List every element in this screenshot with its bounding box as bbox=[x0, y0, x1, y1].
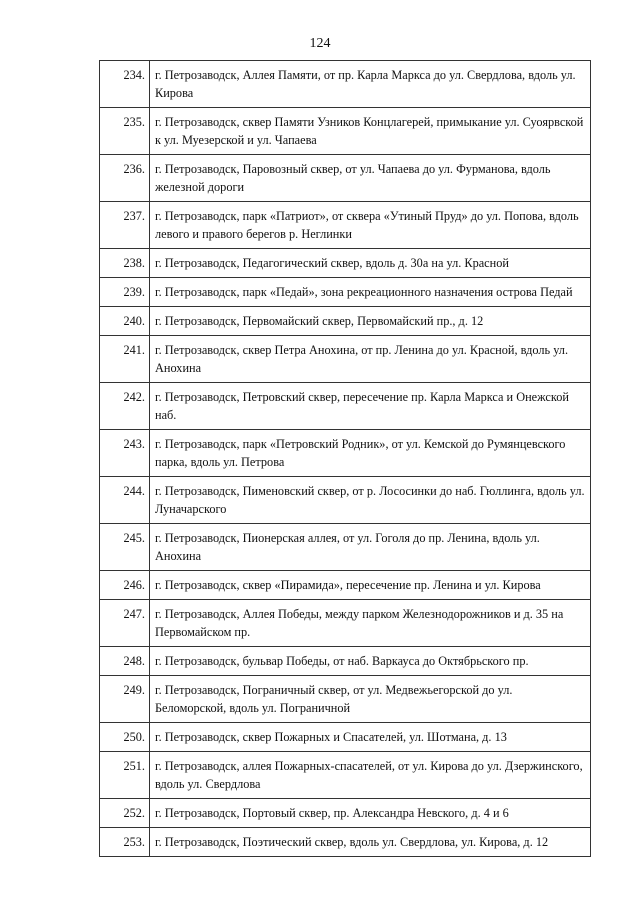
row-text: г. Петрозаводск, Портовый сквер, пр. Александра Невского, д. 4 и 6 bbox=[150, 799, 591, 828]
table-row bbox=[100, 336, 591, 383]
table-row bbox=[100, 571, 591, 600]
table-row bbox=[100, 155, 591, 202]
row-text: г. Петрозаводск, сквер Памяти Узников Концлагерей, примыкание ул. Суоярвской к ул. Муезерской и ул. Чапаева bbox=[150, 108, 591, 155]
table-row bbox=[100, 61, 591, 108]
row-number: 249. bbox=[100, 676, 150, 723]
table-row bbox=[100, 752, 591, 799]
row-number: 238. bbox=[100, 249, 150, 278]
table-row bbox=[100, 307, 591, 336]
row-number: 243. bbox=[100, 430, 150, 477]
row-number: 246. bbox=[100, 571, 150, 600]
row-text: г. Петрозаводск, Первомайский сквер, Первомайский пр., д. 12 bbox=[150, 307, 591, 336]
page-number: 124 bbox=[309, 36, 331, 51]
row-number: 234. bbox=[100, 61, 150, 108]
row-text: г. Петрозаводск, сквер Петра Анохина, от пр. Ленина до ул. Красной, вдоль ул. Анохина bbox=[150, 336, 591, 383]
row-number: 242. bbox=[100, 383, 150, 430]
row-number: 252. bbox=[100, 799, 150, 828]
table-row bbox=[100, 108, 591, 155]
row-number: 241. bbox=[100, 336, 150, 383]
row-number: 248. bbox=[100, 647, 150, 676]
row-number: 237. bbox=[100, 202, 150, 249]
table-row bbox=[100, 202, 591, 249]
table-row bbox=[100, 430, 591, 477]
row-text: г. Петрозаводск, Аллея Победы, между парком Железнодорожников и д. 35 на Первомайском пр. bbox=[150, 600, 591, 647]
row-number: 245. bbox=[100, 524, 150, 571]
row-number: 251. bbox=[100, 752, 150, 799]
row-number: 253. bbox=[100, 828, 150, 857]
table-row bbox=[100, 676, 591, 723]
row-number: 250. bbox=[100, 723, 150, 752]
row-text: г. Петрозаводск, Петровский сквер, пересечение пр. Карла Маркса и Онежской наб. bbox=[150, 383, 591, 430]
row-text: г. Петрозаводск, Паровозный сквер, от ул. Чапаева до ул. Фурманова, вдоль железной дороги bbox=[150, 155, 591, 202]
table-row bbox=[100, 647, 591, 676]
row-text: г. Петрозаводск, парк «Патриот», от сквера «Утиный Пруд» до ул. Попова, вдоль левого и правого берегов р. Неглинки bbox=[150, 202, 591, 249]
row-text: г. Петрозаводск, парк «Педай», зона рекреационного назначения острова Педай bbox=[150, 278, 591, 307]
row-text: г. Петрозаводск, Пограничный сквер, от ул. Медвежьегорской до ул. Беломорской, вдоль ул. Пограничной bbox=[150, 676, 591, 723]
row-text: г. Петрозаводск, аллея Пожарных-спасателей, от ул. Кирова до ул. Дзержинского, вдоль ул. Свердлова bbox=[150, 752, 591, 799]
registry-table bbox=[99, 60, 591, 857]
row-number: 240. bbox=[100, 307, 150, 336]
table-row bbox=[100, 600, 591, 647]
table-row bbox=[100, 249, 591, 278]
row-text: г. Петрозаводск, Пименовский сквер, от р. Лососинки до наб. Гюллинга, вдоль ул. Луначарского bbox=[150, 477, 591, 524]
table-row bbox=[100, 828, 591, 857]
row-number: 244. bbox=[100, 477, 150, 524]
table-row bbox=[100, 799, 591, 828]
row-text: г. Петрозаводск, Аллея Памяти, от пр. Карла Маркса до ул. Свердлова, вдоль ул. Кирова bbox=[150, 61, 591, 108]
row-number: 239. bbox=[100, 278, 150, 307]
table-row bbox=[100, 383, 591, 430]
row-text: г. Петрозаводск, бульвар Победы, от наб. Варкауса до Октябрьского пр. bbox=[150, 647, 591, 676]
row-text: г. Петрозаводск, Поэтический сквер, вдоль ул. Свердлова, ул. Кирова, д. 12 bbox=[150, 828, 591, 857]
table-row bbox=[100, 723, 591, 752]
row-text: г. Петрозаводск, Пионерская аллея, от ул. Гоголя до пр. Ленина, вдоль ул. Анохина bbox=[150, 524, 591, 571]
row-text: г. Петрозаводск, Педагогический сквер, вдоль д. 30а на ул. Красной bbox=[150, 249, 591, 278]
table-row bbox=[100, 524, 591, 571]
row-number: 235. bbox=[100, 108, 150, 155]
row-number: 247. bbox=[100, 600, 150, 647]
row-text: г. Петрозаводск, сквер Пожарных и Спасателей, ул. Шотмана, д. 13 bbox=[150, 723, 591, 752]
table-row bbox=[100, 477, 591, 524]
table-row bbox=[100, 278, 591, 307]
row-text: г. Петрозаводск, парк «Петровский Родник», от ул. Кемской до Румянцевского парка, вдоль ул. Петрова bbox=[150, 430, 591, 477]
row-text: г. Петрозаводск, сквер «Пирамида», пересечение пр. Ленина и ул. Кирова bbox=[150, 571, 591, 600]
row-number: 236. bbox=[100, 155, 150, 202]
